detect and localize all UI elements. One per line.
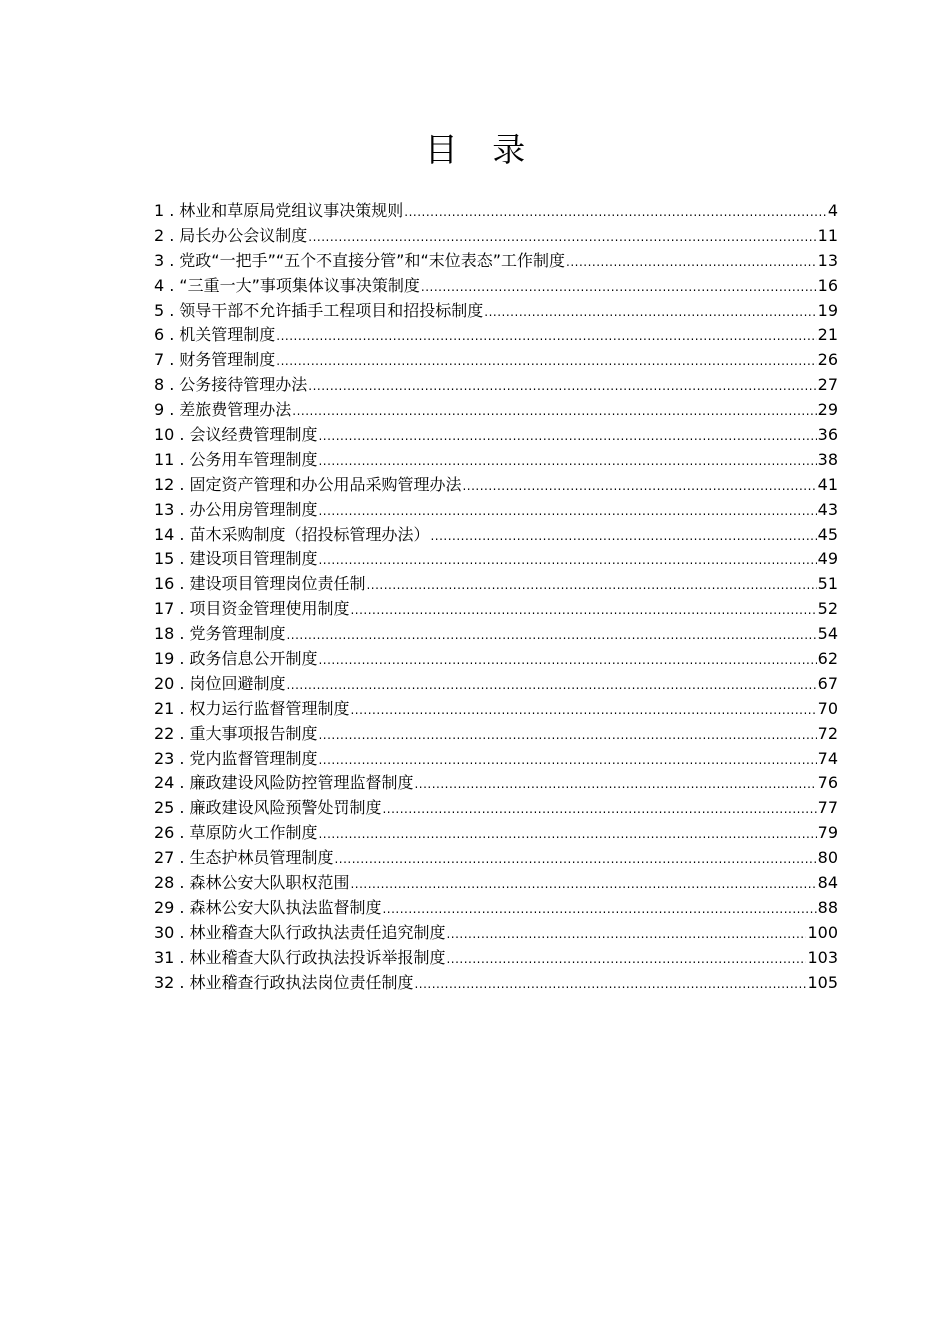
- toc-entry-separator: .: [179, 972, 185, 992]
- toc-entry[interactable]: [154, 971, 838, 996]
- toc-entry-title: 会议经费管理制度: [189, 425, 318, 445]
- toc-entry[interactable]: [154, 697, 838, 722]
- toc-entry-separator: .: [179, 624, 185, 644]
- toc-entry-page-number: 80: [817, 848, 838, 868]
- toc-dot-leader: [276, 349, 816, 374]
- toc-entry-number: 9: [154, 400, 165, 420]
- toc-dot-leader: [404, 200, 827, 225]
- toc-entry-separator: .: [169, 350, 175, 370]
- toc-entry[interactable]: [154, 547, 838, 572]
- toc-entry-page-number: 84: [817, 873, 838, 893]
- toc-entry-separator: .: [179, 549, 185, 569]
- toc-entry-title: 苗木采购制度（招投标管理办法）: [189, 524, 430, 544]
- toc-entry-title: 林业稽查大队行政执法责任追究制度: [189, 922, 446, 942]
- toc-entry-title: 生态护林员管理制度: [189, 848, 334, 868]
- toc-entry-number: 7: [154, 350, 165, 370]
- toc-entry[interactable]: [154, 747, 838, 772]
- toc-entry-page-number: 100: [807, 922, 838, 942]
- toc-entry-number: 23: [154, 748, 175, 768]
- toc-entry-page-number: 88: [817, 897, 838, 917]
- toc-entry-number: 31: [154, 947, 175, 967]
- toc-dot-leader: [566, 250, 817, 275]
- toc-entry-title: 森林公安大队职权范围: [189, 873, 350, 893]
- toc-entry-title: 项目资金管理使用制度: [189, 599, 350, 619]
- toc-dot-leader: [446, 922, 806, 947]
- toc-entry-separator: .: [179, 698, 185, 718]
- toc-entry-title: 岗位回避制度: [189, 673, 286, 693]
- toc-entry-page-number: 70: [817, 698, 838, 718]
- toc-dot-leader: [446, 947, 806, 972]
- toc-entry[interactable]: [154, 348, 838, 373]
- toc-entry-page-number: 16: [817, 275, 838, 295]
- toc-dot-leader: [286, 673, 816, 698]
- toc-entry-title: 林业和草原局党组议事决策规则: [179, 201, 404, 220]
- page-title: 目 录: [424, 130, 538, 169]
- toc-dot-leader: [414, 772, 816, 797]
- toc-entry-separator: .: [179, 524, 185, 544]
- toc-entry-separator: .: [179, 499, 185, 519]
- toc-entry-title: 党务管理制度: [189, 624, 286, 644]
- toc-entry-title: 公务接待管理办法: [179, 375, 308, 395]
- toc-entry[interactable]: [154, 946, 838, 971]
- toc-entry[interactable]: [154, 448, 838, 473]
- toc-entry-title: 政务信息公开制度: [189, 649, 318, 669]
- toc-entry-page-number: 29: [817, 400, 838, 420]
- toc-entry[interactable]: [154, 323, 838, 348]
- toc-entry-page-number: 13: [817, 250, 838, 270]
- toc-entry-number: 20: [154, 673, 175, 693]
- toc-dot-leader: [318, 648, 816, 673]
- toc-entry-page-number: 38: [817, 449, 838, 469]
- toc-entry[interactable]: [154, 274, 838, 299]
- toc-entry-number: 17: [154, 599, 175, 619]
- toc-entry[interactable]: [154, 597, 838, 622]
- toc-entry-page-number: 41: [817, 474, 838, 494]
- toc-entry-separator: .: [169, 275, 175, 295]
- toc-entry-separator: .: [169, 201, 175, 220]
- toc-entry-page-number: 54: [817, 624, 838, 644]
- toc-entry-separator: .: [179, 922, 185, 942]
- toc-entry-separator: .: [179, 449, 185, 469]
- toc-entry-number: 13: [154, 499, 175, 519]
- toc-entry-page-number: 51: [817, 574, 838, 594]
- toc-entry-number: 15: [154, 549, 175, 569]
- toc-entry-number: 2: [154, 225, 165, 245]
- toc-entry-title: 差旅费管理办法: [179, 400, 292, 420]
- toc-entry-page-number: 52: [817, 599, 838, 619]
- toc-entry-title: 廉政建设风险防控管理监督制度: [189, 773, 414, 793]
- toc-entry[interactable]: [154, 249, 838, 274]
- toc-dot-leader: [276, 324, 816, 349]
- toc-dot-leader: [318, 548, 816, 573]
- toc-entry[interactable]: [154, 373, 838, 398]
- toc-entry-separator: .: [169, 300, 175, 320]
- toc-entry-title: 森林公安大队执法监督制度: [189, 897, 382, 917]
- toc-entry-title: 林业稽查行政执法岗位责任制度: [189, 972, 414, 992]
- toc-entry-separator: .: [179, 873, 185, 893]
- toc-entry-number: 22: [154, 723, 175, 743]
- toc-entry-number: 16: [154, 574, 175, 594]
- toc-entry[interactable]: [154, 796, 838, 821]
- toc-entry-number: 14: [154, 524, 175, 544]
- toc-entry-number: 26: [154, 823, 175, 843]
- toc-entry-title: 财务管理制度: [179, 350, 276, 370]
- toc-entry-title: 局长办公会议制度: [179, 225, 308, 245]
- toc-entry[interactable]: [154, 299, 838, 324]
- toc-entry[interactable]: [154, 423, 838, 448]
- toc-entry-page-number: 74: [817, 748, 838, 768]
- toc-entry-number: 24: [154, 773, 175, 793]
- toc-entry[interactable]: [154, 572, 838, 597]
- toc-entry-separator: .: [179, 848, 185, 868]
- toc-entry-separator: .: [179, 649, 185, 669]
- toc-entry-number: 8: [154, 375, 165, 395]
- toc-dot-leader: [462, 474, 816, 499]
- toc-entry-separator: .: [179, 474, 185, 494]
- toc-entry-title: 机关管理制度: [179, 325, 276, 345]
- toc-entry-title: 重大事项报告制度: [189, 723, 318, 743]
- toc-entry[interactable]: [154, 647, 838, 672]
- toc-entry-page-number: 11: [817, 225, 838, 245]
- table-of-contents: [154, 199, 838, 996]
- toc-entry-number: 3: [154, 250, 165, 270]
- toc-entry[interactable]: [154, 199, 838, 224]
- toc-dot-leader: [292, 399, 816, 424]
- toc-entry-separator: .: [169, 225, 175, 245]
- toc-entry-number: 21: [154, 698, 175, 718]
- toc-entry[interactable]: [154, 896, 838, 921]
- toc-entry-title: 党内监督管理制度: [189, 748, 318, 768]
- toc-entry-number: 27: [154, 848, 175, 868]
- toc-dot-leader: [382, 897, 816, 922]
- toc-entry-separator: .: [179, 574, 185, 594]
- toc-entry-number: 5: [154, 300, 165, 320]
- toc-entry-number: 1: [154, 201, 165, 220]
- toc-entry-separator: .: [179, 897, 185, 917]
- toc-entry-page-number: 43: [817, 499, 838, 519]
- toc-entry-number: 6: [154, 325, 165, 345]
- toc-entry[interactable]: [154, 771, 838, 796]
- toc-entry-page-number: 67: [817, 673, 838, 693]
- toc-entry[interactable]: [154, 672, 838, 697]
- toc-entry-number: 25: [154, 798, 175, 818]
- toc-entry-separator: .: [179, 723, 185, 743]
- toc-dot-leader: [414, 972, 806, 997]
- toc-entry[interactable]: [154, 921, 838, 946]
- toc-entry-title: 权力运行监督管理制度: [189, 698, 350, 718]
- toc-entry-page-number: 4: [827, 201, 838, 220]
- toc-entry-number: 32: [154, 972, 175, 992]
- toc-entry-number: 19: [154, 649, 175, 669]
- toc-dot-leader: [318, 499, 816, 524]
- toc-entry-separator: .: [179, 773, 185, 793]
- toc-entry-title: 建设项目管理岗位责任制: [189, 574, 366, 594]
- toc-entry[interactable]: [154, 473, 838, 498]
- toc-entry-number: 28: [154, 873, 175, 893]
- toc-dot-leader: [308, 374, 816, 399]
- toc-entry-page-number: 19: [817, 300, 838, 320]
- toc-dot-leader: [484, 300, 816, 325]
- toc-entry-page-number: 77: [817, 798, 838, 818]
- toc-entry-separator: .: [179, 748, 185, 768]
- toc-entry-number: 12: [154, 474, 175, 494]
- toc-entry-separator: .: [169, 375, 175, 395]
- toc-dot-leader: [350, 698, 816, 723]
- toc-entry-separator: .: [169, 250, 175, 270]
- toc-dot-leader: [382, 797, 816, 822]
- toc-dot-leader: [366, 573, 816, 598]
- toc-entry-number: 29: [154, 897, 175, 917]
- toc-entry[interactable]: [154, 398, 838, 423]
- toc-entry-title: 党政“一把手”“五个不直接分管”和“末位表态”工作制度: [179, 250, 566, 270]
- toc-dot-leader: [350, 872, 816, 897]
- toc-entry-title: 建设项目管理制度: [189, 549, 318, 569]
- toc-entry[interactable]: [154, 622, 838, 647]
- toc-entry-number: 4: [154, 275, 165, 295]
- toc-entry-page-number: 79: [817, 823, 838, 843]
- toc-dot-leader: [318, 748, 816, 773]
- toc-entry[interactable]: [154, 498, 838, 523]
- toc-entry[interactable]: [154, 523, 838, 548]
- toc-dot-leader: [318, 723, 816, 748]
- toc-entry-page-number: 26: [817, 350, 838, 370]
- toc-entry-page-number: 49: [817, 549, 838, 569]
- toc-entry[interactable]: [154, 722, 838, 747]
- toc-dot-leader: [308, 225, 816, 250]
- toc-entry-page-number: 72: [817, 723, 838, 743]
- toc-entry-page-number: 45: [817, 524, 838, 544]
- toc-entry-title: 廉政建设风险预警处罚制度: [189, 798, 382, 818]
- toc-entry[interactable]: [154, 871, 838, 896]
- toc-entry-page-number: 27: [817, 375, 838, 395]
- toc-entry[interactable]: [154, 846, 838, 871]
- toc-entry-number: 18: [154, 624, 175, 644]
- toc-entry-title: 办公用房管理制度: [189, 499, 318, 519]
- toc-entry-separator: .: [179, 599, 185, 619]
- toc-entry[interactable]: [154, 821, 838, 846]
- toc-entry-page-number: 103: [807, 947, 838, 967]
- toc-entry-page-number: 76: [817, 773, 838, 793]
- toc-dot-leader: [318, 449, 816, 474]
- toc-entry-number: 10: [154, 425, 175, 445]
- toc-entry-page-number: 62: [817, 649, 838, 669]
- toc-entry-number: 11: [154, 449, 175, 469]
- toc-entry-separator: .: [179, 947, 185, 967]
- toc-entry-title: 固定资产管理和办公用品采购管理办法: [189, 474, 462, 494]
- toc-dot-leader: [350, 598, 816, 623]
- toc-entry-title: 草原防火工作制度: [189, 823, 318, 843]
- toc-entry-separator: .: [169, 400, 175, 420]
- toc-entry-title: 林业稽查大队行政执法投诉举报制度: [189, 947, 446, 967]
- toc-entry-separator: .: [179, 425, 185, 445]
- toc-entry-page-number: 21: [817, 325, 838, 345]
- toc-dot-leader: [318, 822, 816, 847]
- toc-entry-separator: .: [179, 673, 185, 693]
- toc-dot-leader: [421, 275, 817, 300]
- toc-entry-separator: .: [179, 798, 185, 818]
- toc-entry-title: 领导干部不允许插手工程项目和招投标制度: [179, 300, 484, 320]
- toc-entry-separator: .: [169, 325, 175, 345]
- toc-entry[interactable]: [154, 224, 838, 249]
- toc-entry-title: 公务用车管理制度: [189, 449, 318, 469]
- toc-entry-page-number: 105: [807, 972, 838, 992]
- toc-dot-leader: [318, 424, 816, 449]
- toc-entry-number: 30: [154, 922, 175, 942]
- toc-entry-separator: .: [179, 823, 185, 843]
- toc-entry-title: “三重一大”事项集体议事决策制度: [179, 275, 420, 295]
- toc-entry-page-number: 36: [817, 425, 838, 445]
- toc-dot-leader: [430, 524, 816, 549]
- toc-dot-leader: [334, 847, 816, 872]
- toc-dot-leader: [286, 623, 816, 648]
